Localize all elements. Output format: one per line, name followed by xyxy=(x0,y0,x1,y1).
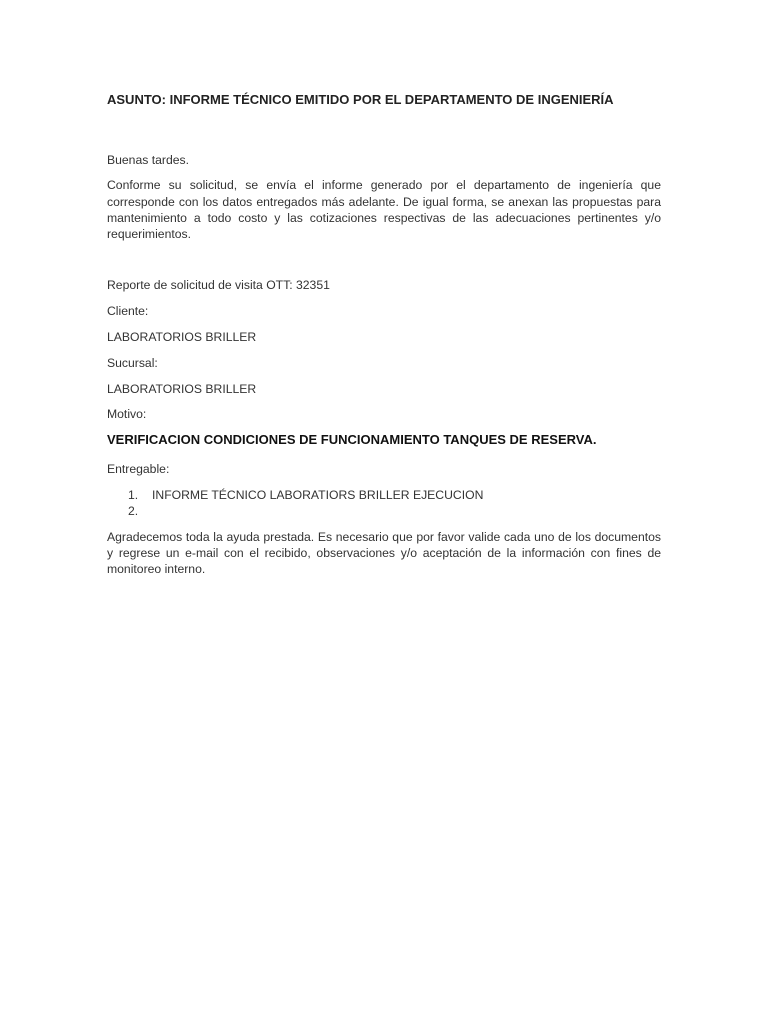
list-item-number: 2. xyxy=(128,504,139,519)
list-item xyxy=(107,487,661,503)
list-item-text: INFORME TÉCNICO LABORATIORS BRILLER EJECUCION xyxy=(152,488,484,503)
document-page xyxy=(107,92,661,578)
greeting-text: Buenas tardes. xyxy=(107,153,189,167)
branch-label: Sucursal: xyxy=(107,355,158,370)
list-item xyxy=(107,503,661,519)
subject-heading: ASUNTO: INFORME TÉCNICO EMITIDO POR EL DEPARTAMENTO DE INGENIERÍA xyxy=(107,92,614,107)
client-value: LABORATORIOS BRILLER xyxy=(107,330,257,345)
branch-value: LABORATORIOS BRILLER xyxy=(107,381,257,396)
reason-value: VERIFICACION CONDICIONES DE FUNCIONAMIENTO TANQUES DE RESERVA. xyxy=(107,432,597,448)
closing-paragraph: Agradecemos toda la ayuda prestada. Es necesario que por favor valide cada uno de los documentos y regrese un e-mail con el recibido, observaciones y/o aceptación de la información con fines de monitoreo interno. xyxy=(107,529,661,577)
intro-paragraph: Conforme su solicitud, se envía el informe generado por el departamento de ingeniería que corresponde con los datos entregados más adelante. De igual forma, se anexan las propuestas para mantenimiento a todo costo y las cotizaciones respectivas de las adecuaciones pertinentes y/o requerimientos. xyxy=(107,178,661,242)
list-item-number: 1. xyxy=(128,488,139,503)
deliverables-list xyxy=(107,487,661,520)
deliverable-label: Entregable: xyxy=(107,462,170,477)
reason-label: Motivo: xyxy=(107,407,147,422)
client-label: Cliente: xyxy=(107,304,149,319)
report-line: Reporte de solicitud de visita OTT: 32351 xyxy=(107,278,330,293)
